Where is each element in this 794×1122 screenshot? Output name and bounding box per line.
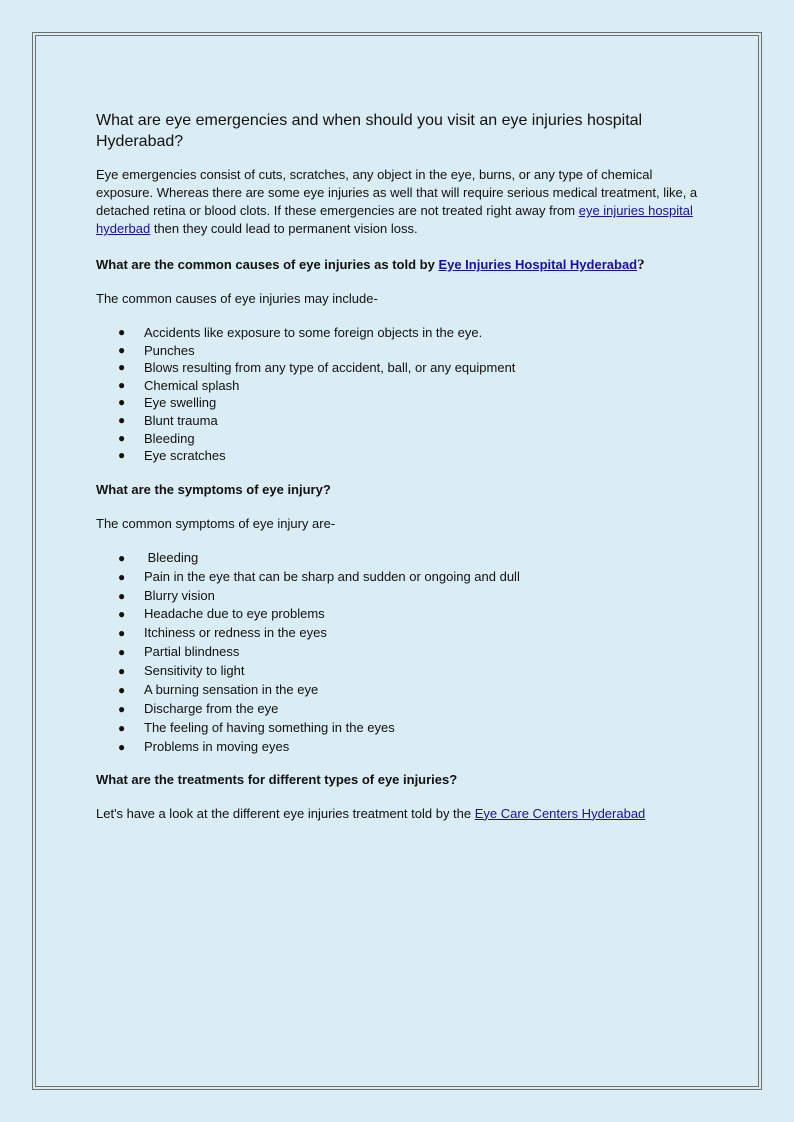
list-item: ● Punches [118,342,195,358]
list-item: ● Blows resulting from any type of accident, ball, or any equipment [118,360,516,376]
treatments-paragraph [96,805,708,823]
bullet-icon: ● [118,739,126,754]
treatments-text-before: Let's have a look at the different eye injuries treatment told by the [96,805,475,821]
bullet-icon: ● [118,448,126,463]
symptoms-list [96,549,708,757]
causes-heading [96,256,708,274]
list-item: ● Pain in the eye that can be sharp and sudden or ongoing and dull [96,568,708,587]
symptoms-lead: The common symptoms of eye injury are- [96,515,336,531]
eye-injuries-hospital-hyderabad-link[interactable]: Eye Injuries Hospital Hyderabad [438,257,638,272]
eye-care-centers-hyderabad-link[interactable]: Eye Care Centers Hyderabad [474,805,646,821]
bullet-icon: ● [118,325,126,339]
list-item: ● Accidents like exposure to some foreign objects in the eye. [118,325,483,340]
causes-heading-question-mark: ? [637,257,645,273]
bullet-icon: ● [118,430,126,445]
bullet-icon: ● [118,626,126,641]
list-item: ● Discharge from the eye [96,700,708,719]
treatments-heading: What are the treatments for different types of eye injuries? [96,771,458,787]
list-item: ● Eye swelling [118,395,217,411]
list-item: ● Chemical splash [118,377,240,393]
list-item: ● Bleeding [96,549,708,568]
bullet-icon: ● [118,377,126,392]
bullet-icon: ● [118,360,126,375]
symptoms-heading: What are the symptoms of eye injury? [96,481,331,497]
bullet-icon: ● [118,645,126,660]
causes-list [96,324,708,465]
page-title: What are eye emergencies and when should you visit an eye injuries hospital Hyderabad? [96,112,643,150]
bullet-icon: ● [118,683,126,698]
document-content [96,110,708,823]
bullet-icon: ● [118,569,126,584]
intro-text-before: Eye emergencies consist of cuts, scratches, any object in the eye, burns, or any type of chemical exposure. Whereas there are some eye injuries as well that will require serious medical treatment, like, a detached retina or blood clots. If these emergencies are not treated right away from [96,167,698,218]
bullet-icon: ● [118,702,126,716]
list-item: ● The feeling of having something in the eyes [96,719,708,738]
bullet-icon: ● [118,720,126,735]
bullet-icon: ● [118,395,126,410]
causes-heading-text: What are the common causes of eye injuries as told by [96,257,439,272]
list-item: ● A burning sensation in the eye [96,681,708,700]
bullet-icon: ● [118,550,126,565]
list-item: ● Blunt trauma [118,412,218,428]
list-item: ● Eye scratches [118,448,226,464]
bullet-icon: ● [118,664,126,679]
list-item: ● Bleeding [118,430,195,446]
bullet-icon: ● [118,412,126,427]
intro-text-after: then they could lead to permanent vision loss. [150,221,418,236]
list-item: ● Partial blindness [96,643,708,662]
list-item: ● Itchiness or redness in the eyes [96,624,708,643]
intro-paragraph [96,166,708,238]
list-item: ● Sensitivity to light [96,662,708,681]
bullet-icon: ● [118,588,126,603]
list-item: ● Blurry vision [96,587,708,606]
bullet-icon: ● [118,607,126,622]
eye-injuries-hospital-link[interactable]: eye injuries hospital hyderbad [96,203,693,236]
list-item: ● Headache due to eye problems [96,605,708,624]
list-item: ● Problems in moving eyes [96,738,708,757]
bullet-icon: ● [118,342,126,357]
causes-lead: The common causes of eye injuries may include- [96,291,378,306]
